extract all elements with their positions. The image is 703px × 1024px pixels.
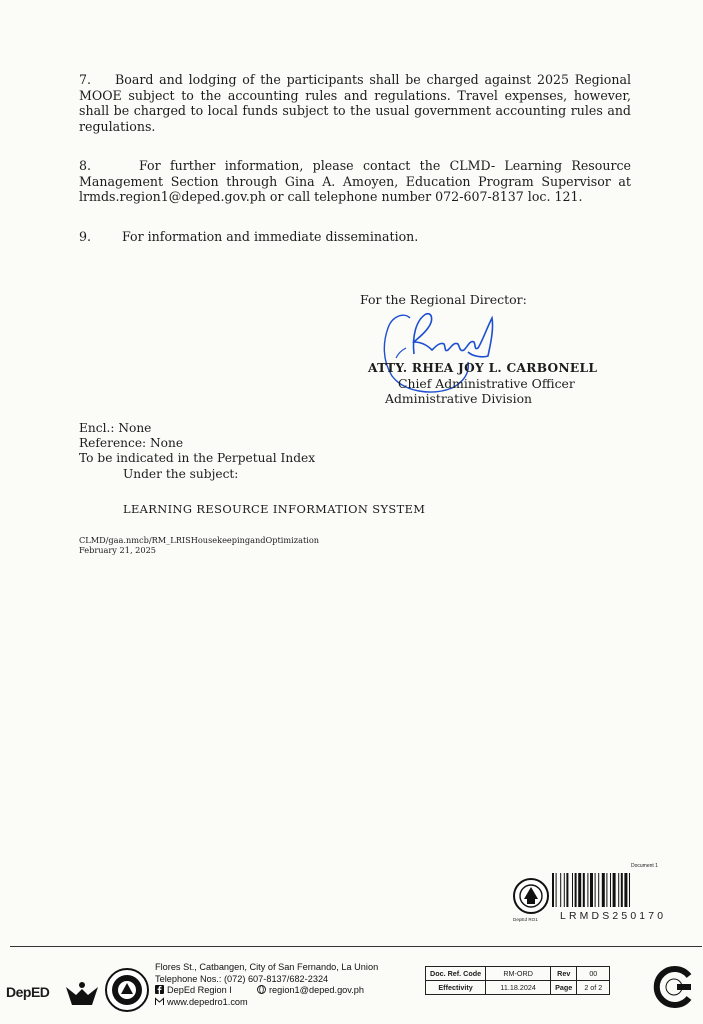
barcode-bar bbox=[606, 873, 607, 907]
barcode-bar bbox=[556, 873, 557, 907]
barcode-bar bbox=[602, 873, 605, 907]
reference-code-date: February 21, 2025 bbox=[79, 545, 156, 555]
region-seal-icon bbox=[104, 967, 150, 1013]
paragraph-9 bbox=[79, 229, 631, 245]
rev-value: 00 bbox=[577, 967, 610, 981]
bagong-pilipinas-logo-icon bbox=[62, 975, 102, 1015]
paragraph-number: 9. bbox=[79, 229, 92, 244]
paragraph-text: For information and immediate dissemination. bbox=[122, 229, 419, 244]
paragraph-8 bbox=[79, 158, 631, 205]
deped-seal-icon bbox=[512, 877, 550, 915]
barcode-bar bbox=[595, 873, 596, 907]
reference-code bbox=[79, 535, 319, 555]
paragraph-number: 7. bbox=[79, 72, 92, 87]
barcode-bar bbox=[564, 873, 565, 907]
barcode-bar bbox=[613, 873, 616, 907]
subject-line: LEARNING RESOURCE INFORMATION SYSTEM bbox=[123, 502, 426, 516]
page-value: 2 of 2 bbox=[577, 981, 610, 995]
document-control-table bbox=[425, 966, 610, 995]
footer-facebook[interactable]: DepEd Region I bbox=[167, 985, 232, 996]
iso-certification-icon bbox=[651, 964, 697, 1010]
footer-divider bbox=[10, 946, 702, 947]
paragraph-text: Board and lodging of the participants shall be charged against 2025 Regional MOOE subject to the accounting rules and regulations. Travel expenses, however, shall be charged to local funds subject to the usual government accounting rules and regulations. bbox=[79, 72, 631, 134]
barcode-number: LRMDS250170 bbox=[560, 911, 667, 922]
footer-website[interactable]: www.depedro1.com bbox=[167, 996, 248, 1007]
signatory-position: Chief Administrative Officer bbox=[398, 376, 575, 391]
footer-web-row bbox=[155, 997, 378, 1009]
barcode-bar bbox=[610, 873, 611, 907]
reference-code-path: CLMD/gaa.nmcb/RM_LRISHousekeepingandOptimization bbox=[79, 535, 320, 545]
barcode-bar bbox=[578, 873, 581, 907]
barcode-bar bbox=[629, 873, 630, 907]
reference-line: Reference: None bbox=[79, 436, 184, 451]
enclosure-line: Encl.: None bbox=[79, 421, 152, 435]
deped-logo: DepED bbox=[6, 984, 50, 1000]
footer-address: Flores St., Catbangen, City of San Fernando, La Union bbox=[155, 962, 379, 972]
document-label: Document 1 bbox=[631, 863, 658, 869]
barcode-bar bbox=[598, 873, 599, 907]
mail-icon bbox=[155, 997, 164, 1006]
rev-label: Rev bbox=[551, 967, 577, 981]
effectivity-value: 11.18.2024 bbox=[486, 981, 551, 995]
signatory-name: ATTY. RHEA JOY L. CARBONELL bbox=[368, 361, 598, 375]
barcode-bar bbox=[618, 873, 619, 907]
barcode-bar bbox=[587, 873, 588, 907]
paragraph-7 bbox=[79, 72, 631, 134]
barcode-bar bbox=[560, 873, 561, 907]
globe-icon bbox=[257, 985, 266, 994]
barcode-bar bbox=[575, 873, 577, 907]
page-label: Page bbox=[551, 981, 577, 995]
barcode-bar bbox=[590, 873, 593, 907]
doc-ref-label: Doc. Ref. Code bbox=[426, 967, 486, 981]
effectivity-label: Effectivity bbox=[426, 981, 486, 995]
paragraph-number: 8. bbox=[79, 158, 92, 173]
barcode-bar bbox=[583, 873, 585, 907]
footer-social-row bbox=[155, 985, 378, 997]
doc-ref-value: RM-ORD bbox=[486, 967, 551, 981]
footer-email[interactable]: region1@deped.gov.ph bbox=[269, 985, 364, 996]
under-subject-line: Under the subject: bbox=[123, 466, 239, 481]
facebook-icon bbox=[155, 985, 164, 994]
paragraph-text: For further information, please contact the CLMD- Learning Resource Management Section through Gina A. Amoyen, Education Program Supervisor at lrmds.region1@deped.gov.ph or call telephone number 072-607-8137 loc. 121. bbox=[79, 158, 631, 204]
barcode-bar bbox=[566, 873, 568, 907]
for-regional-director: For the Regional Director: bbox=[360, 292, 527, 307]
barcode-bar bbox=[621, 873, 623, 907]
footer-contact bbox=[155, 962, 378, 1008]
seal-label: DepEd RO1 bbox=[513, 917, 538, 922]
barcode-icon bbox=[552, 873, 669, 907]
barcode-bar bbox=[624, 873, 627, 907]
footer-telephone: Telephone Nos.: (072) 607-8137/682-2324 bbox=[155, 973, 329, 984]
enclosure-block bbox=[79, 421, 315, 482]
barcode-bar bbox=[572, 873, 573, 907]
signatory-division: Administrative Division bbox=[385, 391, 533, 406]
barcode-bar bbox=[552, 873, 554, 907]
perpetual-index-line: To be indicated in the Perpetual Index bbox=[79, 451, 316, 466]
